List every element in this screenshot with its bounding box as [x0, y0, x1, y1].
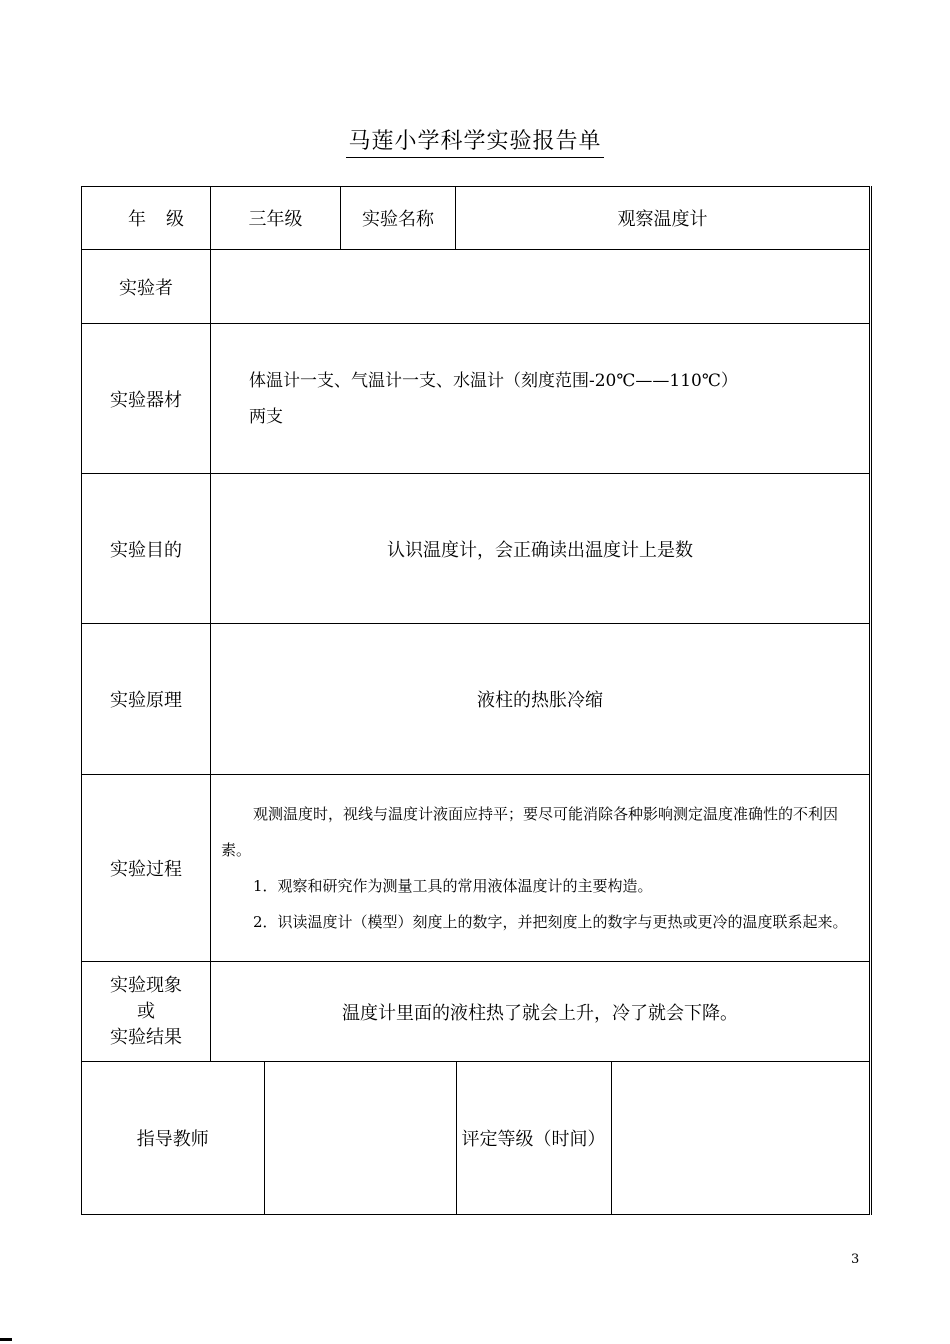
- principle-value-cell: [211, 624, 871, 775]
- materials-line-1: 体温计一支、气温计一支、水温计（刻度范围-20℃——110℃）: [249, 370, 738, 391]
- purpose-value-cell: [211, 474, 871, 624]
- grade-eval-value-cell[interactable]: [611, 1062, 869, 1214]
- result-label-line-3: 实验结果: [110, 1026, 182, 1048]
- process-row: [82, 775, 871, 962]
- purpose-row: [82, 474, 871, 624]
- result-row: [82, 962, 871, 1062]
- report-title-text: 马莲小学科学实验报告单: [346, 129, 603, 158]
- grade-eval-label: 评定等级（时间）: [461, 1129, 606, 1150]
- process-label-cell: [82, 775, 211, 962]
- grade-label-cell: [82, 187, 211, 250]
- experiment-name-label: 实验名称: [362, 209, 434, 230]
- process-paragraph-1: 观测温度时，视线与温度计液面应持平；要尽可能消除各种影响测定温度准确性的不利因素。: [221, 805, 839, 859]
- materials-row: [82, 324, 871, 474]
- purpose-value: 认识温度计，会正确读出温度计上是数: [387, 539, 693, 561]
- page-number: 3: [851, 1252, 860, 1267]
- teacher-value-cell[interactable]: [264, 1062, 456, 1214]
- experimenter-label: 实验者: [119, 277, 173, 299]
- header-row: [82, 187, 871, 250]
- purpose-label-cell: [82, 474, 211, 624]
- materials-label-cell: [82, 324, 211, 474]
- principle-row: [82, 624, 871, 775]
- grade-eval-label-cell: [456, 1062, 611, 1214]
- result-value-cell: [211, 962, 871, 1062]
- process-value-cell: [211, 775, 871, 962]
- experiment-name-label-cell: [341, 187, 456, 250]
- result-label-cell: [82, 962, 211, 1062]
- grade-value-cell: [211, 187, 341, 250]
- corner-mark: [0, 1338, 12, 1341]
- footer-inner-table: [82, 1062, 869, 1214]
- principle-value: 液柱的热胀冷缩: [477, 690, 603, 711]
- report-title: [0, 124, 950, 155]
- result-label-line-2: 或: [137, 1000, 155, 1022]
- footer-row: [82, 1062, 871, 1215]
- grade-label: 年 级: [128, 209, 184, 230]
- experiment-name-value-cell: [456, 187, 871, 250]
- experimenter-row: [82, 250, 871, 324]
- materials-label: 实验器材: [110, 389, 182, 411]
- materials-line-2: 两支: [249, 406, 283, 427]
- footer-cell: [82, 1062, 871, 1215]
- experiment-name-value: 观察温度计: [617, 209, 708, 230]
- experimenter-value-cell[interactable]: [211, 250, 871, 324]
- materials-value-cell: [211, 324, 871, 474]
- principle-label-cell: [82, 624, 211, 775]
- teacher-label: 指导教师: [136, 1129, 209, 1150]
- process-step-2: 2．识读温度计（模型）刻度上的数字，并把刻度上的数字与更热或更冷的温度联系起来。: [253, 913, 848, 931]
- result-label-line-1: 实验现象: [110, 974, 182, 996]
- grade-value: 三年级: [248, 209, 303, 230]
- purpose-label: 实验目的: [110, 539, 182, 561]
- process-label: 实验过程: [110, 859, 182, 880]
- process-step-1: 1．观察和研究作为测量工具的常用液体温度计的主要构造。: [253, 877, 653, 895]
- report-table: [81, 186, 872, 1215]
- teacher-label-cell: [82, 1062, 264, 1214]
- principle-label: 实验原理: [110, 690, 182, 711]
- experimenter-label-cell: [82, 250, 211, 324]
- result-value: 温度计里面的液柱热了就会上升，冷了就会下降。: [342, 1002, 738, 1024]
